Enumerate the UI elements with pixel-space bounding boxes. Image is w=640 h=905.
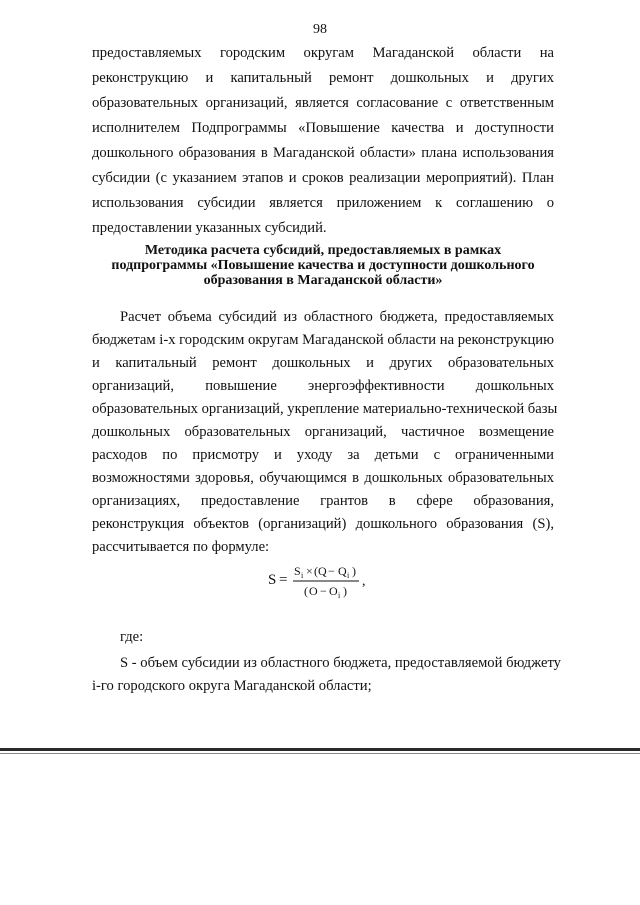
text-line: организациях, предоставление грантов в сфере образования, [92,493,554,509]
formula-num-q: Q [318,564,327,578]
formula-trailing-comma: , [362,574,366,589]
formula-den-oi: O [329,584,338,598]
text-line: образовательных организаций, укрепление материально-технической базы [92,401,558,417]
formula-svg [268,562,388,612]
formula-equals: = [279,572,288,588]
formula-num-s-sub: i [301,571,304,580]
text-line: субсидии (с указанием этапов и сроков реализации мероприятий). План [92,170,554,186]
formula-num-s: S [294,564,301,578]
scan-border-line [0,748,640,751]
text-line: возможностями здоровья, обучающимся в дошкольных образовательных [92,470,554,486]
formula-num-paren-close: ) [352,564,356,578]
text-line: использования субсидии является приложением к соглашению о [92,195,554,211]
text-line: S - объем субсидии из областного бюджета, предоставляемой бюджету [120,655,561,671]
formula-den-paren-close: ) [343,584,347,598]
formula-num-times: × [306,564,313,578]
heading-line: подпрограммы «Повышение качества и доступности дошкольного [111,258,535,273]
formula-den-oi-sub: i [338,591,341,600]
text-line: предоставляемых городским округам Магаданской области на [92,45,554,61]
scan-border-line-thin [0,753,640,754]
text-line: и капитальный ремонт дошкольных и других образовательных [92,355,554,371]
text-line: i-го городского округа Магаданской области; [92,678,372,694]
text-line: образовательных организаций, является согласование с ответственным [92,95,554,111]
text-line: дошкольных образовательных организаций, частичное возмещение [92,424,554,440]
formula-num-minus: − [328,564,335,578]
formula-den-o: O [309,584,318,598]
text-line: реконструкция объектов (организаций) дошкольного образования (S), [92,516,554,532]
formula-den-minus: − [320,584,327,598]
text-line: организаций, повышение энергоэффективности дошкольных [92,378,554,394]
heading-line: образования в Магаданской области» [203,273,443,288]
formula-den-paren-open: ( [304,584,308,598]
text-line: исполнителем Подпрограммы «Повышение качества и доступности [92,120,554,136]
text-line: бюджетам i-х городским округам Магаданской области на реконструкцию [92,332,554,348]
page-number: 98 [313,22,327,37]
text-line: предоставлении указанных субсидий. [92,220,327,236]
text-line: дошкольного образования в Магаданской области» плана использования [92,145,554,161]
where-label: где: [120,629,144,645]
text-line: расходов по присмотру и уходу за детьми с ограниченными [92,447,554,463]
formula [0,562,640,612]
formula-num-qi: Q [338,564,347,578]
text-line: реконструкцию и капитальный ремонт дошкольных и других [92,70,554,86]
formula-lhs: S [268,572,277,588]
text-line: Расчет объема субсидий из областного бюджета, предоставляемых [120,309,554,325]
heading-line: Методика расчета субсидий, предоставляемых в рамках [144,243,502,258]
formula-num-qi-sub: i [347,571,350,580]
formula-num-paren-open: ( [314,564,318,578]
text-line: рассчитывается по формуле: [92,539,270,555]
